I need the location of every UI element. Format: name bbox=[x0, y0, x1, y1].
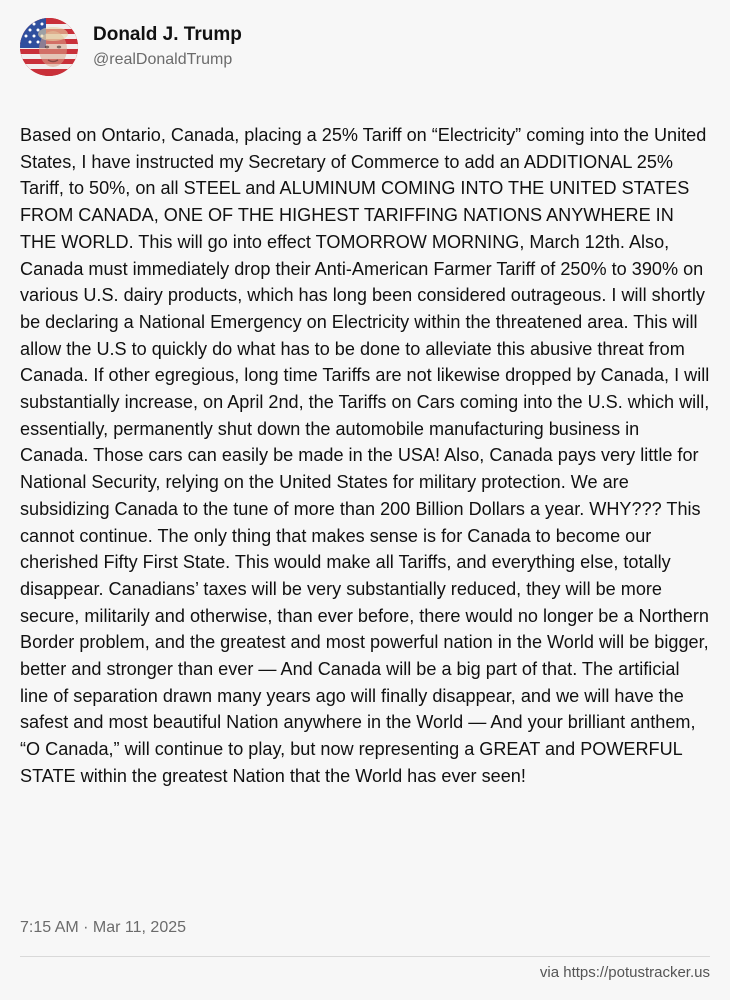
source-attribution[interactable]: via https://potustracker.us bbox=[539, 964, 710, 981]
author-display-name[interactable]: Donald J. Trump bbox=[93, 24, 242, 45]
post-timestamp[interactable]: 7:15 AM · Mar 11, 2025 bbox=[20, 919, 187, 936]
divider bbox=[20, 956, 710, 957]
avatar[interactable] bbox=[20, 18, 78, 76]
post-text: Based on Ontario, Canada, placing a 25% Tariff on “Electricity” coming into the United States, I have instructed my Secretary of Commerce to add an ADDITIONAL 25% Tariff, to 50%, on all STEEL and ALUMINUM COMING INTO THE UNITED STATES FROM CANADA, ONE OF THE HIGHEST TARIFFING NATIONS ANYWHERE IN THE WORLD. This will go into effect TOMORROW MORNING, March 12th. Also, Canada must immediately drop their Anti-American Farmer Tariff of 250% to 390% on various U.S. dairy products, which has long been considered outrageous. I will shortly be declaring a National Emergency on Electricity within the threatened area. This will allow the U.S to quickly do what has to be done to alleviate this abusive threat from Canada. If other egregious, long time Tariffs are not likewise dropped by Canada, I will substantially increase, on April 2nd, the Tariffs on Cars coming into the U.S. which will, essentially, permanently shut down the automobile manufacturing business in Canada. Those cars can easily be made in the USA! Also, Canada pays very little for National Security, relying on the United States for military protection. We are subsidizing Canada to the tune of more than 200 Billion Dollars a year. WHY??? This cannot continue. The only thing that makes sense is for Canada to become our cherished Fifty First State. This would make all Tariffs, and everything else, totally disappear. Canadians’ taxes will be very substantially reduced, they will be more secure, militarily and otherwise, than ever before, there would no longer be a Northern Border problem, and the greatest and most powerful nation in the World will be bigger, better and stronger than ever — And Canada will be a big part of that. The artificial line of separation drawn many years ago will finally disappear, and we will have the safest and most beautiful Nation anywhere in the World — And your brilliant anthem, “O Canada,” will continue to play, but now representing a GREAT and POWERFUL STATE within the greatest Nation that the World has ever seen! bbox=[20, 125, 710, 786]
author-info bbox=[93, 23, 242, 71]
profile-photo-icon bbox=[20, 18, 78, 76]
author-handle[interactable]: @realDonaldTrump bbox=[93, 51, 233, 68]
post-header bbox=[20, 18, 710, 76]
